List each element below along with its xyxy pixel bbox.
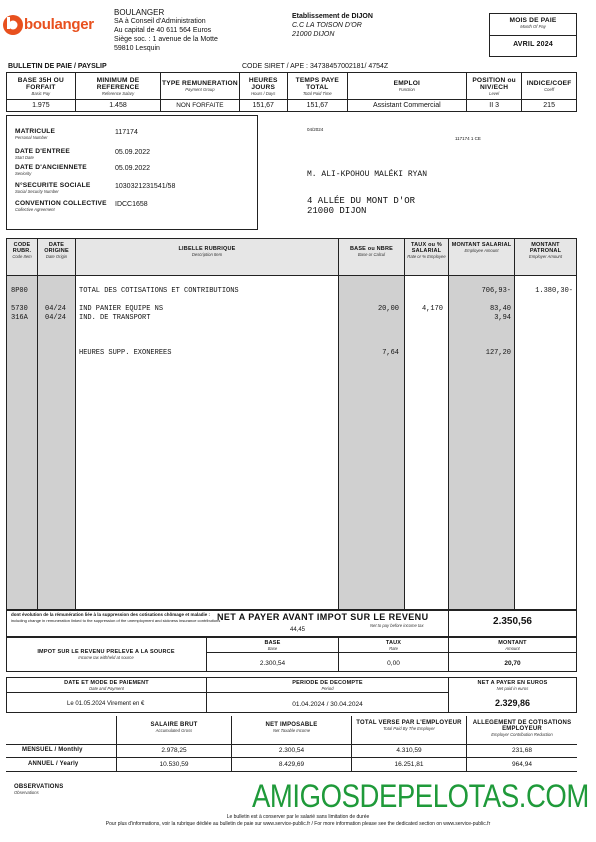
- company-legal: SA à Conseil d'Administration: [114, 18, 206, 25]
- info-value-position: II 3: [466, 100, 521, 112]
- info-table: [6, 72, 577, 112]
- totals-header-employeur: TOTAL VERSE PAR L'EMPLOYEUR Total Paid By The Employer: [356, 720, 462, 731]
- pay-month-label: MOIS DE PAIE: [509, 17, 557, 24]
- secu-value: 1030321231541/58: [115, 183, 176, 190]
- code-column-bg: [7, 275, 37, 609]
- company-capital: Au capital de 40 611 564 Euros: [114, 27, 212, 34]
- totals-table: [6, 716, 577, 772]
- recipient-name: M. ALI-KPOHOU MALÉKI RYAN: [307, 170, 428, 179]
- col-code-header: CODE RUBR. Code Item: [12, 242, 32, 259]
- info-value-type: NON FORFAITE: [161, 100, 239, 112]
- info-value-emploi: Assistant Commercial: [347, 100, 466, 112]
- company-logo: [2, 14, 112, 36]
- company-block: [114, 8, 284, 53]
- info-head-heures: HEURES JOURS Hours / Days: [239, 73, 287, 100]
- info-head-indice: INDICE/COEF Coeff: [522, 73, 577, 100]
- recipient-address2: 21000 DIJON: [307, 206, 367, 216]
- info-head-emploi: EMPLOI Function: [347, 73, 466, 100]
- info-value-indice: 215: [522, 100, 577, 112]
- tax-amount-header: MONTANT Amount: [498, 640, 527, 651]
- employee-box: [6, 115, 258, 230]
- company-address2: 59810 Lesquin: [114, 45, 160, 52]
- establishment-line2: 21000 DIJON: [292, 31, 335, 38]
- col-taux-header: TAUX ou % SALARIAL Rate or % Employee: [407, 242, 446, 259]
- footer-line1: Le bulletin est à conserver par le salarié sans limitation de durée: [226, 814, 370, 820]
- pay-month-box: [489, 13, 577, 57]
- info-value-minimum: 1.458: [75, 100, 161, 112]
- totals-header-allegement: ALLEGEMENT DE COTISATIONS EMPLOYEUR Employer Contribution Reduction: [472, 720, 572, 737]
- col-base-header: BASE ou NBRE Base or Calcul: [349, 246, 394, 257]
- col-montant-patronal-header: MONTANT PATRONAL Employer Amount: [528, 242, 563, 259]
- tax-rate-value: 0,00: [387, 660, 400, 667]
- info-value-temps: 151,67: [287, 100, 347, 112]
- company-name: BOULANGER: [114, 8, 165, 17]
- entree-value: 05.09.2022: [115, 149, 151, 156]
- net-paid-value: 2.329,86: [494, 698, 531, 708]
- date-column-bg: [37, 275, 75, 609]
- establishment-title: Etablissement de DIJON: [292, 13, 373, 20]
- payment-date-value: Le 01.05.2024 Virement en €: [67, 701, 145, 707]
- boulanger-logo-icon: [2, 14, 24, 36]
- recipient-address1: 4 ALLÉE DU MONT D'OR: [307, 196, 416, 206]
- totals-header-imposable: NET IMPOSABLE Net Taxable Income: [265, 722, 318, 733]
- anciennete-label: DATE D'ANCIENNETE Seniority: [15, 164, 87, 176]
- net-paid-header: NET A PAYER EN EUROS Net paid in euros: [477, 680, 548, 691]
- info-value-heures: 151,67: [239, 100, 287, 112]
- watermark: AMIGOSDEPELOTAS.COM: [252, 778, 589, 814]
- info-head-minimum: MINIMUM DE REFERENCE Reference Salary: [75, 73, 161, 100]
- bulletin-title-text: BULLETIN DE PAIE / PAYSLIP: [8, 63, 107, 70]
- net-note-2: including change in remuneration linked to the suppression of the unemployment and sickness insurance contributions: [11, 618, 221, 623]
- footer-line2: Pour plus d'informations, voir la rubrique dédiée au bulletin de paie sur www.service-public.fr / For more information please see the dedicated section on www.service-public.fr: [105, 821, 491, 827]
- tax-box: [6, 637, 577, 672]
- net-note-1: dont évolution de la rémunération liée à la suppression des cotisations chômage et maladie :: [11, 612, 211, 617]
- matricule-label: MATRICULE Personal Number: [15, 128, 56, 140]
- pay-month-sublabel: Month Of Pay: [520, 24, 546, 29]
- table-row: 316A 04/24 IND. DE TRANSPORT 3,94: [11, 314, 511, 322]
- establishment-line1: C.C LA TOISON D'OR: [292, 22, 362, 29]
- info-value-base: 1.975: [7, 100, 76, 112]
- lines-table: [6, 238, 577, 610]
- net-note-value: 44,45: [290, 627, 306, 633]
- tax-amount-value: 20,70: [504, 660, 521, 667]
- recipient-ref: 117174 1 CE: [455, 136, 481, 141]
- anciennete-value: 05.09.2022: [115, 165, 151, 172]
- salarial-column-bg: [448, 275, 514, 609]
- payment-period-value: 01.04.2024 / 30.04.2024: [292, 701, 363, 708]
- entree-label: DATE D'ENTREE Start Date: [15, 148, 70, 160]
- bulletin-title: [8, 63, 107, 70]
- payment-box: [6, 677, 577, 713]
- payment-period-header: PERIODE DE DECOMPTE Period: [292, 680, 363, 691]
- info-head-temps: TEMPS PAYE TOTAL Total Paid Time: [287, 73, 347, 100]
- convention-label: CONVENTION COLLECTIVE Collective Agreement: [15, 200, 107, 212]
- payment-date-header: DATE ET MODE DE PAIEMENT Date and Payment: [64, 680, 149, 691]
- table-row: HEURES SUPP. EXONEREES 7,64 127,20: [79, 349, 511, 357]
- info-head-position: POSITION ou NIV/ECH Level: [466, 73, 521, 100]
- col-montant-salarial-header: MONTANT SALARIAL Employee Amount: [451, 242, 512, 253]
- table-row: 5730 04/24 IND PANIER EQUIPE NS 20,00 4,170 83,40: [11, 305, 511, 313]
- tax-label: IMPOT SUR LE REVENU PRELEVE A LA SOURCE Income tax withheld at source: [37, 649, 175, 660]
- matricule-value: 117174: [115, 129, 138, 136]
- tax-base-value: 2.300,54: [259, 660, 286, 667]
- net-before-tax-value: 2.350,56: [493, 616, 532, 627]
- establishment-block: [292, 12, 442, 39]
- net-before-tax-box: [6, 610, 577, 637]
- convention-value: IDCC1658: [115, 201, 148, 208]
- siret: CODE SIRET / APE : 34738457002181/ 4754Z: [242, 63, 389, 70]
- totals-row: MENSUEL / Monthly 2.978,25 2.300,54 4.310,59 231,68: [22, 747, 532, 754]
- net-before-tax-label: NET A PAYER AVANT IMPOT SUR LE REVENU: [217, 612, 429, 622]
- col-date-header: DATE ORIGINE Date Origin: [44, 242, 69, 259]
- secu-label: N°SECURITE SOCIALE Social Security Number: [15, 182, 91, 194]
- totals-row: ANNUEL / Yearly 10.530,59 8.429,69 16.251,81 964,94: [28, 761, 532, 768]
- col-libelle-header: LIBELLE RUBRIQUE Description Item: [178, 246, 236, 257]
- table-row: 8P00 TOTAL DES COTISATIONS ET CONTRIBUTIONS 706,93- 1.380,30-: [11, 287, 573, 295]
- info-head-type: TYPE REMUNERATION Payment Group: [161, 73, 239, 100]
- totals-header-brut: SALAIRE BRUT Accumulated Gross: [150, 722, 198, 733]
- company-address1: Siège soc. : 1 avenue de la Motte: [114, 36, 218, 43]
- net-before-tax-sub: Net to pay before income tax: [370, 623, 424, 628]
- observations: OBSERVATIONS Observations: [14, 784, 64, 795]
- logo-text: boulanger: [24, 16, 94, 33]
- base-column-bg: [338, 275, 404, 609]
- recipient-period: 04/2024: [307, 127, 324, 132]
- tax-rate-header: TAUX Rate: [385, 640, 402, 651]
- info-head-base: BASE 35H OU FORFAIT Basic Pay: [7, 73, 76, 100]
- tax-base-header: BASE Base: [264, 640, 281, 651]
- pay-month-value: AVRIL 2024: [513, 41, 553, 48]
